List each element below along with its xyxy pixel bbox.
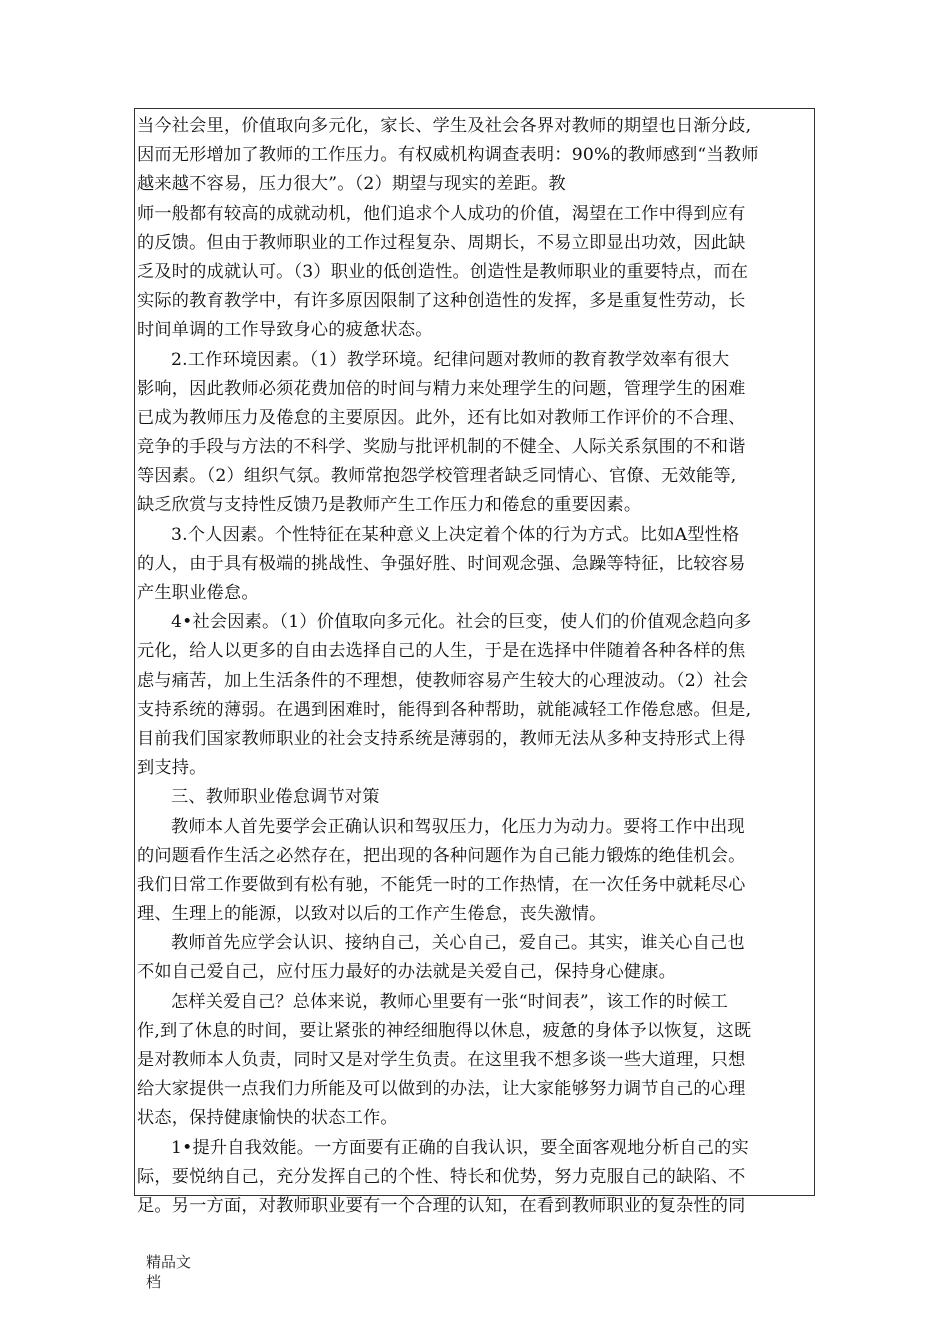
text-line: 的反馈。但由于教师职业的工作过程复杂、周期长，不易立即显出功效，因此缺 xyxy=(137,232,746,253)
text-line: 我们日常工作要做到有松有驰，不能凭一时的工作热情，在一次任务中就耗尽心 xyxy=(137,874,746,895)
text-line: 际，要悦纳自己，充分发挥自己的个性、特长和优势，努力克服自己的缺陷、不 xyxy=(137,1166,746,1187)
text-line: 元化，给人以更多的自由去选择自己的人生，于是在选择中伴随着各种各样的焦 xyxy=(137,641,746,662)
text-line: 时间单调的工作导致身心的疲惫状态。 xyxy=(137,320,433,341)
text-line: 2.工作环境因素。（1）教学环境。纪律问题对教师的教育教学效率有很大 xyxy=(171,349,730,370)
text-line: 作,到了休息的时间，要让紧张的神经细胞得以休息，疲惫的身体予以恢复，这既 xyxy=(137,1020,752,1041)
text-line: 的人，由于具有极端的挑战性、争强好胜、时间观念强、急躁等特征，比较容易 xyxy=(137,553,746,574)
text-line: 1•提升自我效能。一方面要有正确的自我认识，要全面客观地分析自己的实 xyxy=(171,1137,749,1158)
text-line: 等因素。（2）组织气氛。教师常抱怨学校管理者缺乏同情心、官僚、无效能等, xyxy=(137,466,737,487)
text-line: 乏及时的成就认可。（3）职业的低创造性。创造性是教师职业的重要特点，而在 xyxy=(137,261,749,282)
text-line: 实际的教育教学中，有许多原因限制了这种创造性的发挥，多是重复性劳动，长 xyxy=(137,291,746,312)
document-frame xyxy=(134,108,815,1216)
text-line: 3.个人因素。个性特征在某种意义上决定着个体的行为方式。比如A型性格 xyxy=(171,524,740,545)
document-body xyxy=(137,112,813,1221)
text-line: 虑与痛苦，加上生活条件的不理想，使教师容易产生较大的心理波动。（2）社会 xyxy=(137,670,749,691)
text-line: 支持系统的薄弱。在遇到困难时，能得到各种帮助，就能减轻工作倦怠感。但是, xyxy=(137,699,752,720)
text-line: 缺乏欣赏与支持性反馈乃是教师产生工作压力和倦怠的重要因素。 xyxy=(137,495,642,516)
text-line: 师一般都有较高的成就动机，他们追求个人成功的价值，渴望在工作中得到应有 xyxy=(137,203,746,224)
text-line: 不如自己爱自己，应付压力最好的办法就是关爱自己，保持身心健康。 xyxy=(137,962,677,983)
text-line: 是对教师本人负责，同时又是对学生负责。在这里我不想多谈一些大道理，只想 xyxy=(137,1050,746,1070)
text-line: 理、生理上的能源，以致对以后的工作产生倦怠，丧失激情。 xyxy=(137,904,607,925)
text-line: 三、教师职业倦怠调节对策 xyxy=(171,787,380,808)
text-line: 教师首先应学会认识、接纳自己，关心自己，爱自己。其实，谁关心自己也 xyxy=(171,933,745,954)
text-line: 到支持。 xyxy=(137,758,207,779)
footer-line-1: 精品文 xyxy=(146,1253,192,1271)
footer-watermark xyxy=(146,1252,191,1292)
text-line: 怎样关爱自己？总体来说，教师心里要有一张“时间表”，该工作的时候工 xyxy=(171,991,728,1012)
text-line: 教师本人首先要学会正确认识和驾驭压力，化压力为动力。要将工作中出现 xyxy=(171,816,745,837)
text-line: 状态，保持健康愉快的状态工作。 xyxy=(137,1108,398,1129)
text-line: 当今社会里，价值取向多元化，家长、学生及社会各界对教师的期望也日渐分歧, xyxy=(137,116,752,136)
footer-line-2: 档 xyxy=(146,1273,162,1291)
text-line: 因而无形增加了教师的工作压力。有权威机构调查表明：90%的教师感到“当教师 xyxy=(137,145,759,166)
text-line: 4•社会因素。（1）价值取向多元化。社会的巨变，使人们的价值观念趋向多 xyxy=(171,612,752,633)
text-line: 竞争的手段与方法的不科学、奖励与批评机制的不健全、人际关系氛围的不和谐 xyxy=(137,437,746,458)
text-line: 已成为教师压力及倦怠的主要原因。此外，还有比如对教师工作评价的不合理、 xyxy=(137,407,746,428)
text-line: 给大家提供一点我们力所能及可以做到的办法，让大家能够努力调节自己的心理 xyxy=(137,1079,746,1100)
text-line: 影响，因此教师必须花费加倍的时间与精力来处理学生的问题，管理学生的困难 xyxy=(137,378,746,399)
text-line: 产生职业倦怠。 xyxy=(137,583,259,603)
text-line: 目前我们国家教师职业的社会支持系统是薄弱的，教师无法从多种支持形式上得 xyxy=(137,728,746,749)
text-line: 足。另一方面，对教师职业要有一个合理的认知，在看到教师职业的复杂性的同 xyxy=(137,1195,746,1216)
text-line: 越来越不容易，压力很大”。（2）期望与现实的差距。教 xyxy=(137,174,566,195)
text-line: 的问题看作生活之必然存在，把出现的各种问题作为自己能力锻炼的绝佳机会。 xyxy=(137,845,746,866)
